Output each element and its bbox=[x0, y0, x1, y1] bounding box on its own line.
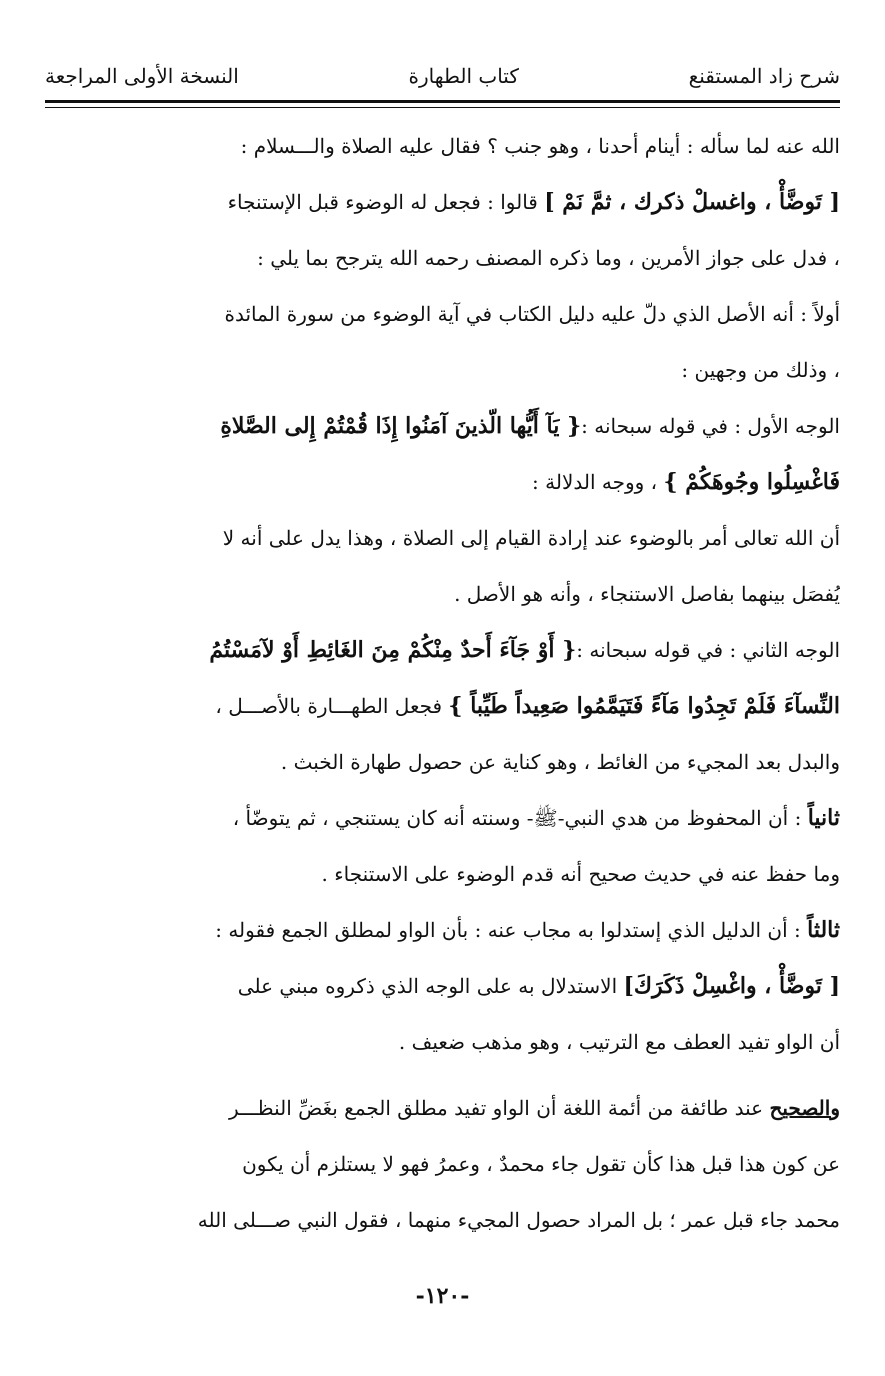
text-line-13: ثانياً : أن المحفوظ من هدي النبي-ﷺ- وسنته أنه كان يستنجي ، ثم يتوضّأ ، bbox=[232, 805, 840, 831]
text-line-15: ثالثاً : أن الدليل الذي إستدلوا به مجاب عنه : بأن الواو لمطلق الجمع فقوله : bbox=[215, 917, 840, 943]
text-line-4: أولاً : أنه الأصل الذي دلّ عليه دليل الكتاب في آية الوضوء من سورة المائدة bbox=[224, 302, 840, 326]
text-line-6: الوجه الأول : في قوله سبحانه :{ يَآ أَيُّها الّذينَ آمَنُوا إِذَا قُمْتُمْ إِلى الصَّلاةِ bbox=[220, 413, 840, 439]
text-line-5: ، وذلك من وجهين : bbox=[681, 358, 840, 382]
text-line-16: [ تَوضَّأْ ، واغْسِلْ ذَكَرَكَ] الاستدلال به على الوجه الذي ذكروه مبني على bbox=[237, 973, 840, 999]
text-line-7: فَاغْسِلُوا وجُوهَكُمْ } ، ووجه الدلالة : bbox=[532, 469, 840, 495]
text-line-17: أن الواو تفيد العطف مع الترتيب ، وهو مذهب ضعيف . bbox=[398, 1030, 840, 1054]
text-line-14: وما حفظ عنه في حديث صحيح أنه قدم الوضوء على الاستنجاء . bbox=[321, 862, 840, 886]
quran-verse: فَاغْسِلُوا وجُوهَكُمْ } bbox=[663, 469, 840, 495]
page-body bbox=[45, 122, 840, 1252]
text-line-19: عن كون هذا قبل هذا كأن تقول جاء محمدٌ ، وعمرُ فهو لا يستلزم أن يكون bbox=[242, 1152, 840, 1176]
paragraph-gap bbox=[45, 1074, 840, 1084]
header-rule-thin bbox=[45, 107, 840, 108]
text-line-12: والبدل بعد المجيء من الغائط ، وهو كناية عن حصول طهارة الخبث . bbox=[280, 750, 840, 774]
text-line-2: [ تَوضَّأْ ، واغسلْ ذكرك ، ثمَّ نَمْ ] قالوا : فجعل له الوضوء قبل الإستنجاء bbox=[227, 189, 840, 215]
hadith-quote: [ تَوضَّأْ ، واغسلْ ذكرك ، ثمَّ نَمْ ] bbox=[544, 189, 840, 215]
header-rule-thick bbox=[45, 100, 840, 103]
page-header bbox=[45, 58, 840, 94]
quran-verse: النِّسآءَ فَلَمْ تَجِدُوا مَآءً فَتَيَمَّمُوا صَعِيداً طَيِّباً } bbox=[448, 693, 840, 719]
text-line-3: ، فدل على جواز الأمرين ، وما ذكره المصنف رحمه الله يترجح بما يلي : bbox=[257, 246, 840, 270]
text-line-8: أن الله تعالى أمر بالوضوء عند إرادة القيام إلى الصلاة ، وهذا يدل على أنه لا bbox=[222, 526, 840, 550]
header-chapter-title: كتاب الطهارة bbox=[408, 64, 519, 88]
page-number: -١٢٠- bbox=[415, 1283, 470, 1309]
header-edition-note: النسخة الأولى المراجعة bbox=[45, 64, 239, 88]
header-book-title: شرح زاد المستقنع bbox=[688, 64, 840, 88]
text-line-18: والصحيح عند طائفة من أئمة اللغة أن الواو تفيد مطلق الجمع بغَضِّ النظـــر bbox=[229, 1096, 840, 1120]
text-line-9: يُفصَل بينهما بفاصل الاستنجاء ، وأنه هو الأصل . bbox=[454, 582, 840, 606]
text-line-1: الله عنه لما سأله : أينام أحدنا ، وهو جنب ؟ فقال عليه الصلاة والـــسلام : bbox=[240, 134, 840, 158]
text-line-20: محمد جاء قبل عمر ؛ بل المراد حصول المجيء منهما ، فقول النبي صـــلى الله bbox=[197, 1208, 840, 1232]
quran-verse: { يَآ أَيُّها الّذينَ آمَنُوا إِذَا قُمْتُمْ إِلى الصَّلاةِ bbox=[220, 413, 582, 439]
text-line-10: الوجه الثاني : في قوله سبحانه :{ أَوْ جَآءَ أَحدٌ مِنْكُمْ مِنَ الغَائِطِ أَوْ لآمَسْتُمُ bbox=[209, 637, 840, 663]
text-line-11: النِّسآءَ فَلَمْ تَجِدُوا مَآءً فَتَيَمَّمُوا صَعِيداً طَيِّباً } فجعل الطهـــارة بالأصـــل ، bbox=[215, 693, 840, 719]
point-label: ثانياً bbox=[807, 805, 840, 831]
underlined-term: والصحيح bbox=[769, 1096, 840, 1120]
hadith-quote: [ تَوضَّأْ ، واغْسِلْ ذَكَرَكَ] bbox=[623, 973, 840, 999]
point-label: ثالثاً bbox=[807, 917, 840, 943]
quran-verse: { أَوْ جَآءَ أَحدٌ مِنْكُمْ مِنَ الغَائِطِ أَوْ لآمَسْتُمُ bbox=[209, 637, 577, 663]
